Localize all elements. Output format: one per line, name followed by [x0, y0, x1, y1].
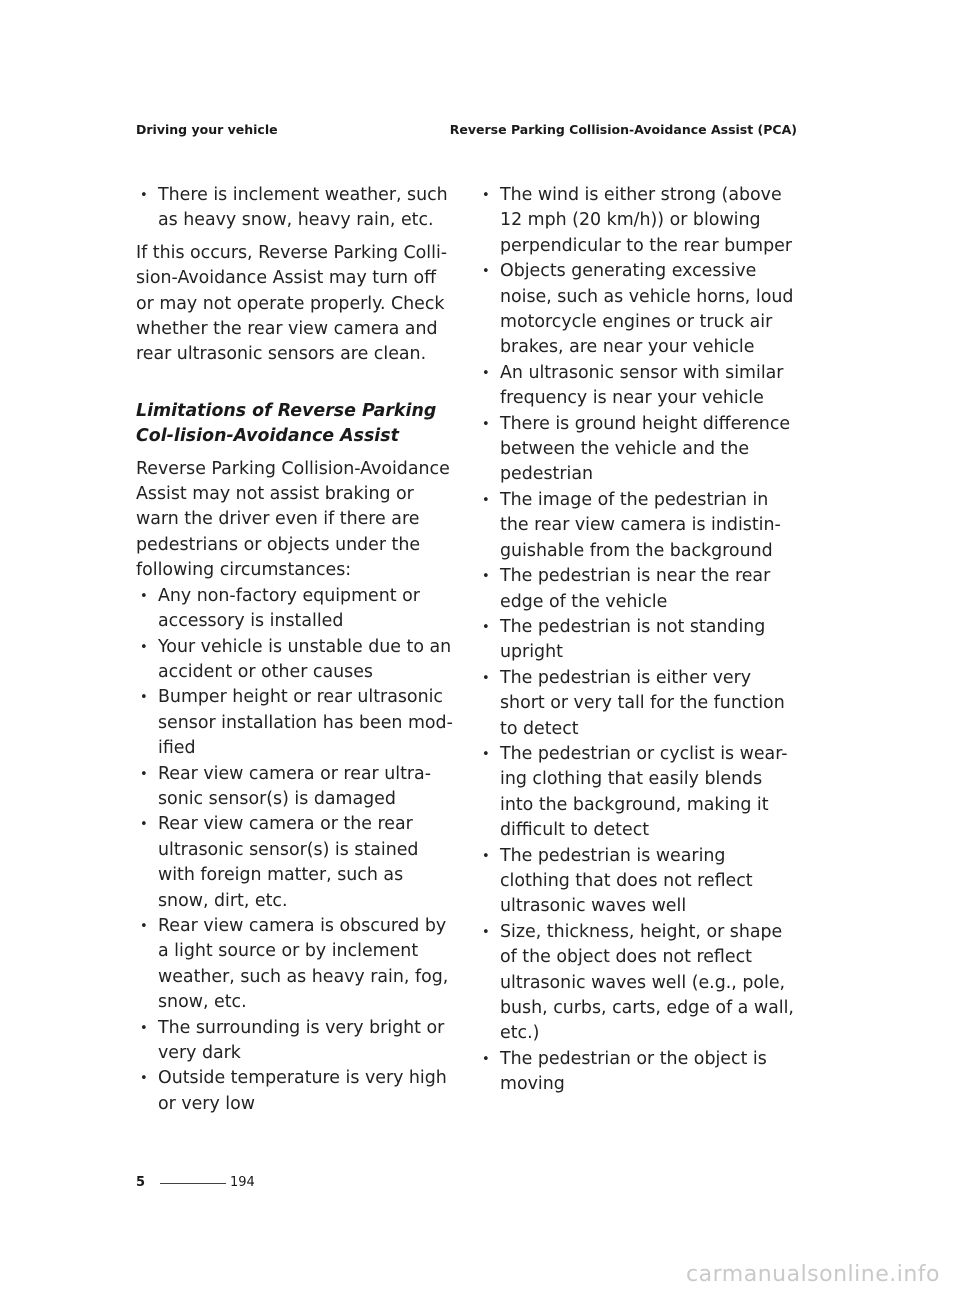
- page-number: 194: [230, 1175, 255, 1190]
- list-item: • Objects generating excessive noise, such as vehicle horns, loud motorcycle engines or truck air brakes, are near your vehicle: [478, 259, 798, 361]
- list-item: • The wind is either strong (above 12 mph (20 km/h)) or blowing perpendicular to the rear bumper: [478, 183, 798, 259]
- list-item: • The pedestrian is not standing upright: [478, 615, 798, 666]
- list-item: • Rear view camera or the rear ultrasonic sensor(s) is stained with foreign matter, such as snow, dirt, etc.: [136, 812, 456, 914]
- list-item: • The pedestrian or cyclist is wear-ing clothing that easily blends into the background, making it difficult to detect: [478, 742, 798, 844]
- limitations-list-continued: [478, 183, 798, 1098]
- footer-rule: [160, 1183, 226, 1184]
- limitations-list: [136, 584, 456, 1118]
- section-heading: Limitations of Reverse Parking Col-lision-Avoidance Assist: [136, 400, 437, 447]
- running-header-topic: Reverse Parking Collision-Avoidance Assist (PCA): [449, 122, 797, 137]
- top-bullet-list: [136, 183, 456, 234]
- list-item: • Your vehicle is unstable due to an accident or other causes: [136, 635, 456, 686]
- list-item: • The image of the pedestrian in the rear view camera is indistin-guishable from the background: [478, 488, 798, 564]
- caution-paragraph: If this occurs, Reverse Parking Colli-sion-Avoidance Assist may turn off or may not operate properly. Check whether the rear view camera and rear ultrasonic sensors are clean.: [136, 242, 448, 365]
- running-header-section: Driving your vehicle: [136, 122, 278, 137]
- list-item: • Any non-factory equipment or accessory is installed: [136, 584, 456, 635]
- chapter-number: 5: [136, 1175, 146, 1190]
- list-item: • The surrounding is very bright or very dark: [136, 1016, 456, 1067]
- list-item: • The pedestrian is wearing clothing that does not reflect ultrasonic waves well: [478, 844, 798, 920]
- list-item: • There is ground height difference between the vehicle and the pedestrian: [478, 412, 798, 488]
- intro-paragraph: Reverse Parking Collision-Avoidance Assist may not assist braking or warn the driver even if there are pedestrians or objects under the following circumstances:: [136, 458, 450, 581]
- list-item: • There is inclement weather, such as heavy snow, heavy rain, etc.: [136, 183, 456, 234]
- watermark-text: carmanualsonline.info: [686, 1262, 940, 1287]
- list-item: • The pedestrian is near the rear edge of the vehicle: [478, 564, 798, 615]
- list-item: • The pedestrian or the object is moving: [478, 1047, 798, 1098]
- list-item: • An ultrasonic sensor with similar frequency is near your vehicle: [478, 361, 798, 412]
- list-item: • Outside temperature is very high or very low: [136, 1066, 456, 1117]
- list-item: • Size, thickness, height, or shape of the object does not reflect ultrasonic waves well (e.g., pole, bush, curbs, carts, edge of a wall, etc.): [478, 920, 798, 1047]
- left-column: [136, 183, 456, 1117]
- list-item: • Bumper height or rear ultrasonic sensor installation has been mod-ified: [136, 685, 456, 761]
- list-item: • The pedestrian is either very short or very tall for the function to detect: [478, 666, 798, 742]
- right-column: [478, 183, 798, 1098]
- list-item: • Rear view camera or rear ultra-sonic sensor(s) is damaged: [136, 762, 456, 813]
- list-item: • Rear view camera is obscured by a light source or by inclement weather, such as heavy rain, fog, snow, etc.: [136, 914, 456, 1016]
